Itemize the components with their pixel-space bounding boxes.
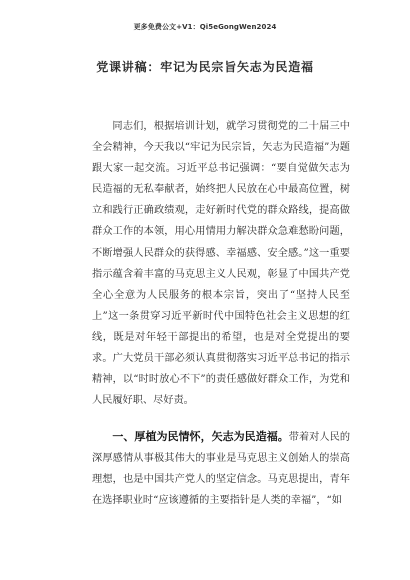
section-body: 带着对人民的深厚感情从事极其伟大的事业是马克思主义创始人的崇高理想，也是中国共产党人的坚定信念。马克思提出，青年在选择职业时“应该遵循的主要指针是人类的幸福”，“如: [92, 432, 351, 507]
paragraph-section-one: [92, 426, 350, 511]
header-note: 更多免费公文+V1：Qi5eGongWen2024: [133, 23, 277, 31]
document-title: 党课讲稿：牢记为民宗旨矢志为民造福: [96, 60, 314, 74]
section-heading: 一、厚植为民情怀，矢志为民造福。: [112, 430, 289, 443]
paragraph-intro: 同志们，根据培训计划，就学习贯彻党的二十届三中全会精神，今天我以“牢记为民宗旨，矢志为民造福”为题跟大家一起交流。习近平总书记强调：“要自觉做矢志为民造福的无私奉献者，始终把人民放在心中最高位置，树立和践行正确政绩观，走好新时代党的群众路线，提高做群众工作的本领，用心用情用力解决群众急难愁盼问题，不断增强人民群众的获得感、幸福感、安全感。”这一重要指示蕴含着丰富的马克思主义人民观，彰显了中国共产党全心全意为人民服务的根本宗旨，突出了“坚持人民至上”这一条贯穿习近平新时代中国特色社会主义思想的红线，既是对年轻干部提出的希望，也是对全党提出的要求。广大党员干部必须认真贯彻落实习近平总书记的指示精神，以“时时放心不下”的责任感做好群众工作，为党和人民履好职、尽好责。: [92, 121, 350, 407]
